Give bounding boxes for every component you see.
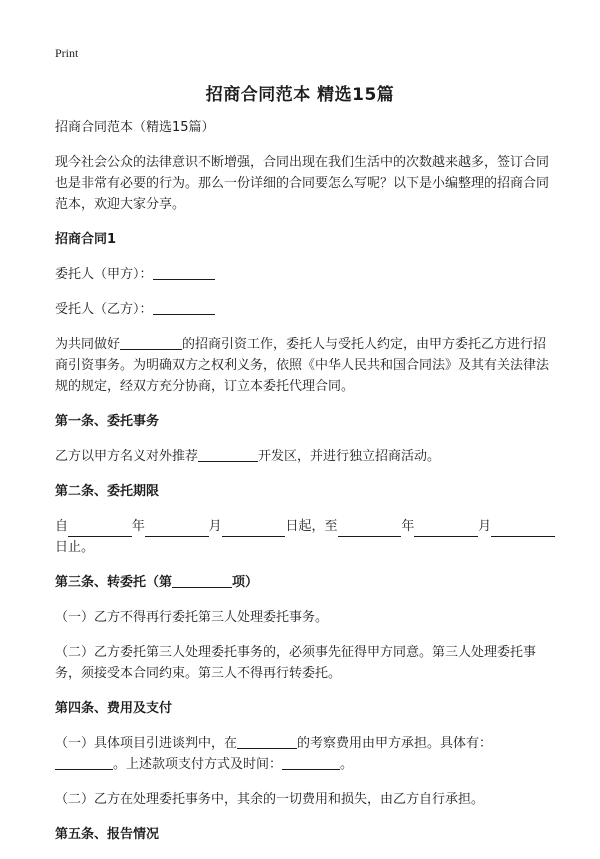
document-body — [55, 117, 555, 859]
purpose-prefix: 为共同做好 — [55, 337, 121, 352]
term-from: 自 — [55, 519, 69, 534]
article3-heading — [55, 572, 555, 593]
term-month-1: 月 — [208, 519, 222, 534]
article1-heading: 第一条、委托事务 — [55, 414, 160, 429]
start-month-blank — [145, 522, 209, 537]
intro-paragraph: 现今社会公众的法律意识不断增强，合同出现在我们生活中的次数越来越多，签订合同也是非常有必要的行为。那么一份详细的合同要怎么写呢？以下是小编整理的招商合同范本，欢迎大家分享。 — [55, 155, 550, 212]
article4-item1-mid: 的考察费用由甲方承担。具体有： — [297, 736, 493, 751]
term-day-to: 日起，至 — [285, 519, 338, 534]
party-b-blank — [153, 300, 215, 315]
expenses-blank — [55, 755, 113, 770]
party-a-blank — [153, 265, 215, 280]
stage-blank — [237, 734, 297, 749]
project-blank — [120, 335, 182, 350]
end-year-blank — [338, 522, 402, 537]
article3-heading-prefix: 第三条、转委托（第 — [55, 575, 173, 590]
item-number-blank — [172, 573, 232, 588]
start-day-blank — [222, 522, 286, 537]
purpose-suffix: 的招商引资工作，委托人与受托人约定，由甲方委托乙方进行招商引资事务。为明确双方之权利义务，依照《中华人民共和国合同法》及其有关法律法规的规定，经双方充分协商，订立本委托代理合同。 — [55, 337, 550, 394]
article4-item2: （二）乙方在处理委托事务中，其余的一切费用和损失，由乙方自行承担。 — [55, 792, 485, 807]
term-month-2: 月 — [478, 519, 492, 534]
term-end: 日止。 — [55, 540, 95, 555]
article4-item1-mid2: 。上述款项支付方式及时间： — [113, 757, 283, 772]
end-day-blank — [491, 522, 555, 537]
document-subtitle: 招商合同范本（精选15篇） — [55, 120, 215, 135]
article2-heading: 第二条、委托期限 — [55, 484, 160, 499]
article3-item1: （一）乙方不得再行委托第三人处理委托事务。 — [55, 610, 329, 625]
payment-blank — [282, 755, 340, 770]
article1-prefix: 乙方以甲方名义对外推荐 — [55, 449, 199, 464]
party-a-label: 委托人（甲方）： — [55, 267, 153, 282]
article1-suffix: 开发区，并进行独立招商活动。 — [258, 449, 441, 464]
print-link[interactable]: Print — [55, 46, 79, 60]
party-b-label: 受托人（乙方）： — [55, 302, 153, 317]
article1-text — [55, 446, 555, 467]
term-year-1: 年 — [131, 519, 145, 534]
end-month-blank — [414, 522, 478, 537]
article5-heading: 第五条、报告情况 — [55, 827, 160, 842]
party-a-line — [55, 264, 555, 285]
start-year-blank — [68, 522, 132, 537]
article4-heading: 第四条、费用及支付 — [55, 701, 173, 716]
term-line — [55, 516, 555, 537]
contract-heading: 招商合同1 — [55, 232, 117, 247]
term-year-2: 年 — [401, 519, 415, 534]
article3-heading-suffix: 项） — [232, 575, 259, 590]
party-b-line — [55, 299, 555, 320]
document-title: 招商合同范本 精选15篇 — [205, 85, 395, 105]
article4-item1-prefix: （一）具体项目引进谈判中，在 — [55, 736, 238, 751]
article3-item2: （二）乙方委托第三人处理委托事务的，必须事先征得甲方同意。第三人处理委托事务，须接受本合同约束。第三人不得再行转委托。 — [55, 645, 537, 681]
zone-blank — [198, 447, 258, 462]
purpose-paragraph — [55, 334, 555, 397]
article4-item1 — [55, 733, 555, 775]
article4-item1-end: 。 — [340, 757, 354, 772]
article2-text — [55, 516, 555, 558]
